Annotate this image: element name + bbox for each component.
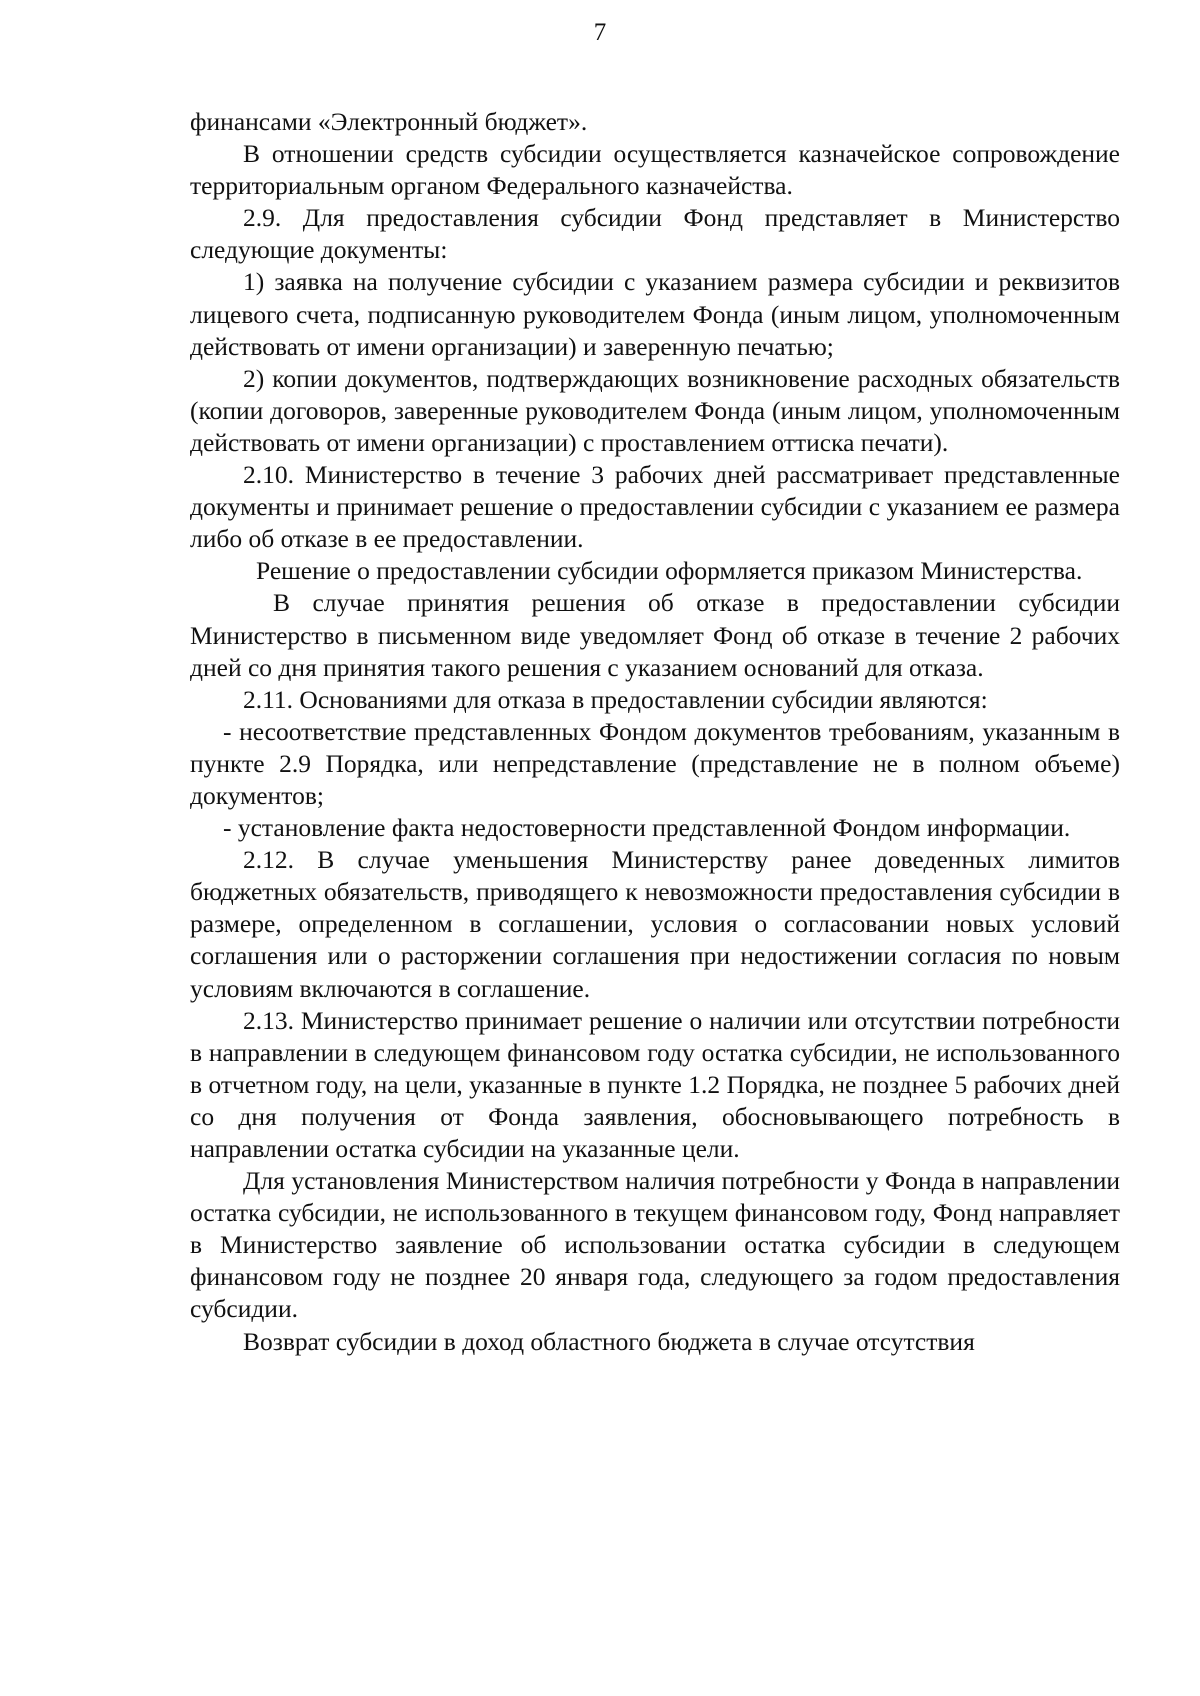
paragraph-2-12: 2.12. В случае уменьшения Министерству ранее доведенных лимитов бюджетных обязательств, приводящего к невозможности предоставления субсидии в размере, определенном в соглашении, условия о согласовании новых условий соглашения или о расторжении соглашения при недостижении согласия по новым условиям включаются в соглашение. xyxy=(190,845,1120,1003)
paragraph-2-9: 2.9. Для предоставления субсидии Фонд представляет в Министерство следующие документы: xyxy=(190,203,1120,265)
paragraph-refusal-notice: В случае принятия решения об отказе в предоставлении субсидии Министерство в письменном виде уведомляет Фонд об отказе в течение 2 рабочих дней со дня принятия такого решения с указанием оснований для отказа. xyxy=(190,588,1120,682)
paragraph-remainder-request: Для установления Министерством наличия потребности у Фонда в направлении остатка субсидии, не использованного в текущем финансовом году, Фонд направляет в Министерство заявление об использовании остатка субсидии в следующем финансовом году не позднее 20 января года, следующего за годом предоставления субсидии. xyxy=(190,1166,1120,1324)
paragraph-decision-order: Решение о предоставлении субсидии оформляется приказом Министерства. xyxy=(256,556,1083,586)
paragraph-2-11: 2.11. Основаниями для отказа в предоставлении субсидии являются: xyxy=(243,684,988,714)
page-number: 7 xyxy=(593,19,607,46)
paragraph-2-13: 2.13. Министерство принимает решение о наличии или отсутствии потребности в направлении в следующем финансовом году остатка субсидии, не использованного в отчетном году, на цели, указанные в пункте 1.2 Порядка, не позднее 5 рабочих дней со дня получения от Фонда заявления, обосновывающего потребность в направлении остатка субсидии на указанные цели. xyxy=(190,1005,1120,1163)
paragraph-continuation: финансами «Электронный бюджет». xyxy=(190,107,588,136)
list-item-1-application: 1) заявка на получение субсидии с указанием размера субсидии и реквизитов лицевого счета, подписанную руководителем Фонда (иным лицом, уполномоченным действовать от имени организации) и заверенную печатью; xyxy=(190,267,1120,361)
list-item-2-copies: 2) копии документов, подтверждающих возникновение расходных обязательств (копии договоров, заверенные руководителем Фонда (иным лицом, уполномоченным действовать от имени организации) с проставлением оттиска печати). xyxy=(190,363,1120,457)
list-item-dash-noncompliance: - несоответствие представленных Фондом документов требованиям, указанным в пункте 2.9 Порядка, или непредставление (представление не в полном объеме) документов; xyxy=(190,716,1120,810)
paragraph-refund: Возврат субсидии в доход областного бюджета в случае отсутствия xyxy=(243,1326,975,1356)
document-body xyxy=(190,106,1120,1358)
paragraph-treasury-support: В отношении средств субсидии осуществляется казначейское сопровождение территориальным органом Федерального казначейства. xyxy=(190,139,1120,201)
paragraph-2-10: 2.10. Министерство в течение 3 рабочих дней рассматривает представленные документы и принимает решение о предоставлении субсидии с указанием ее размера либо об отказе в ее предоставлении. xyxy=(190,460,1120,554)
list-item-dash-unreliable-info: - установление факта недостоверности представленной Фондом информации. xyxy=(223,813,1071,843)
